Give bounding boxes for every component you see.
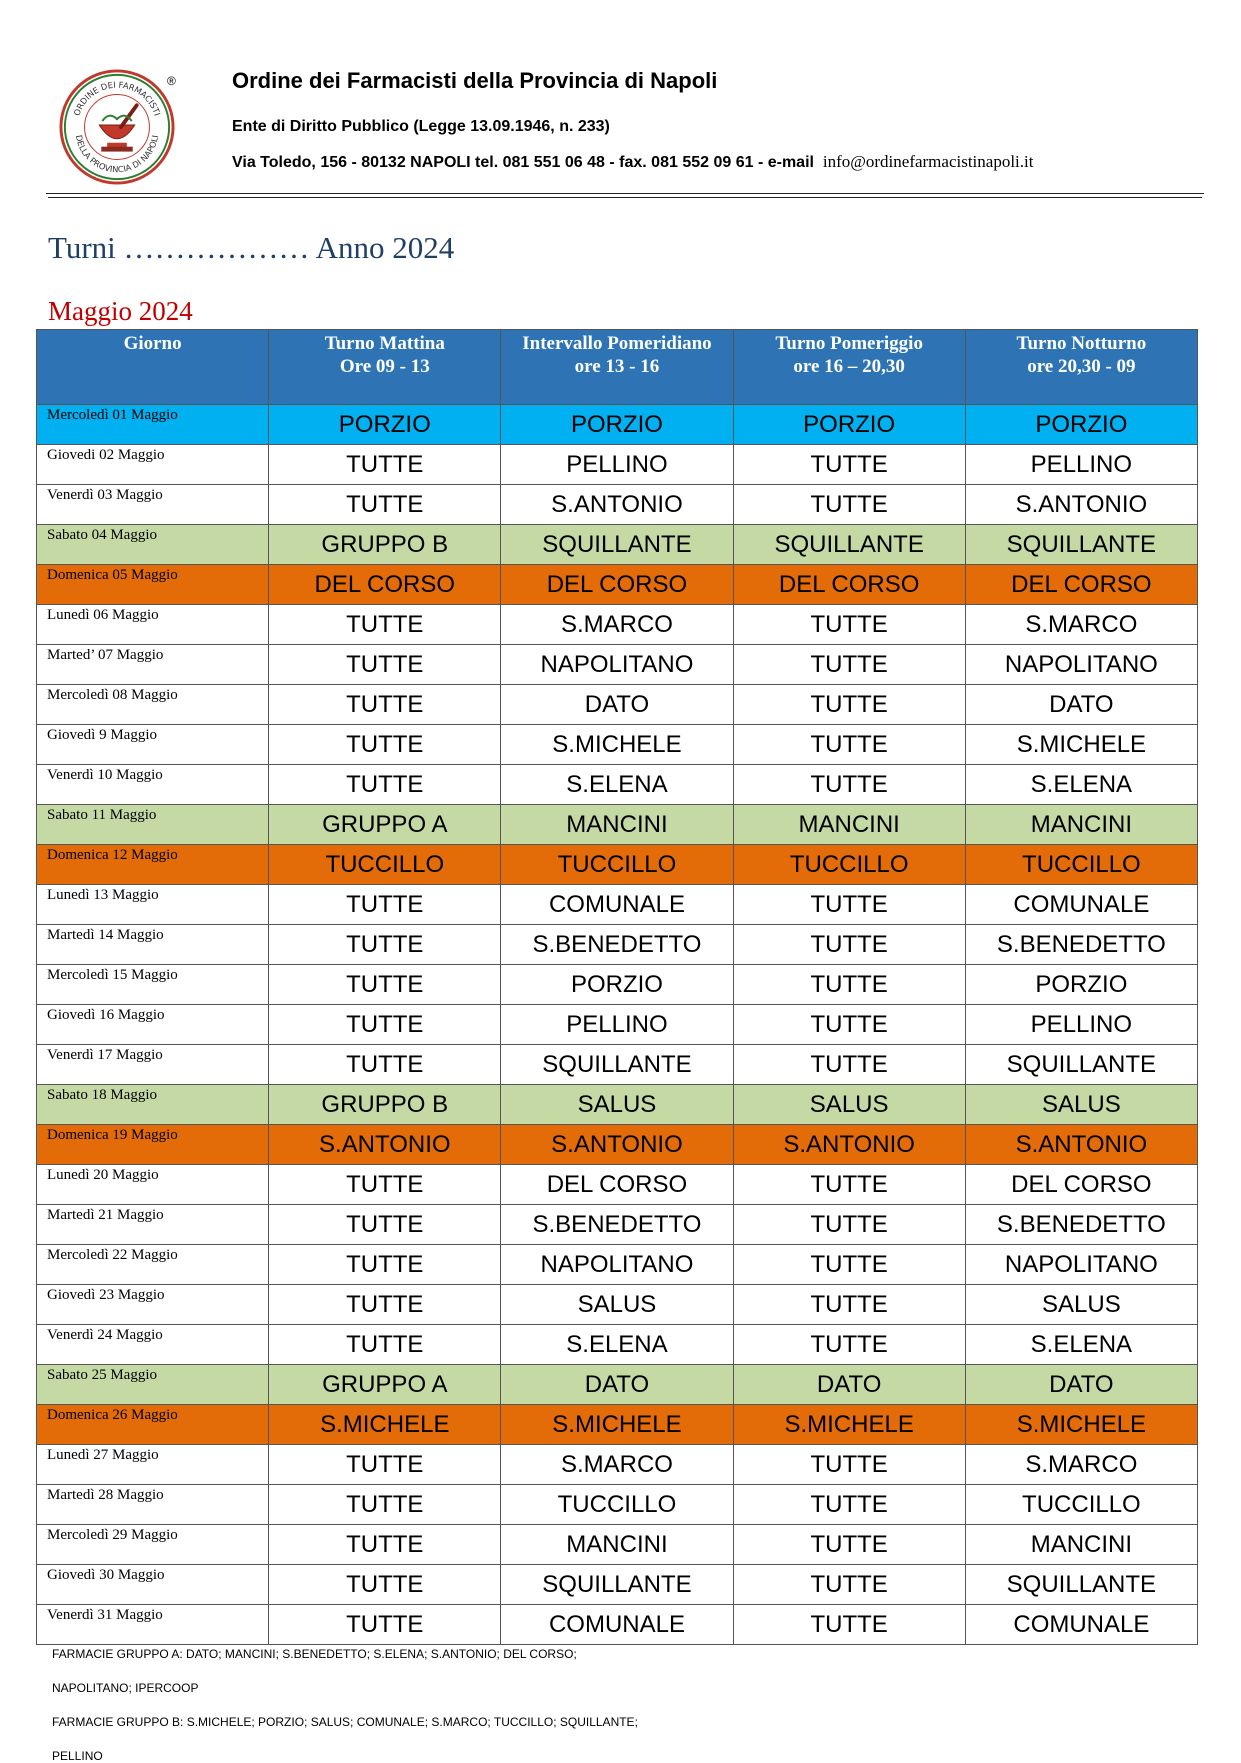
- table-row: [37, 445, 1198, 485]
- day-cell: Martedì 28 Maggio: [37, 1485, 269, 1525]
- shift-cell-mattina: TUTTE: [269, 1525, 501, 1565]
- day-cell: Domenica 26 Maggio: [37, 1405, 269, 1445]
- shift-cell-pomeriggio: TUTTE: [733, 1045, 965, 1085]
- table-row: [37, 1325, 1198, 1365]
- shift-cell-mattina: S.MICHELE: [269, 1405, 501, 1445]
- address-text: Via Toledo, 156 - 80132 NAPOLI tel. 081 551 06 48 - fax. 081 552 09 61 - e-mail: [232, 154, 814, 171]
- day-cell: Giovedì 16 Maggio: [37, 1005, 269, 1045]
- shift-cell-mattina: TUTTE: [269, 1445, 501, 1485]
- table-row: [37, 565, 1198, 605]
- order-seal-logo-icon: [58, 68, 176, 186]
- shift-cell-intervallo: PELLINO: [501, 1005, 733, 1045]
- day-cell: Lunedì 20 Maggio: [37, 1165, 269, 1205]
- shift-cell-intervallo: NAPOLITANO: [501, 1245, 733, 1285]
- shift-cell-intervallo: S.MARCO: [501, 605, 733, 645]
- shift-cell-intervallo: DEL CORSO: [501, 565, 733, 605]
- day-cell: Mercoledì 22 Maggio: [37, 1245, 269, 1285]
- table-row: [37, 1525, 1198, 1565]
- svg-text:ORDINE DEI FARMACISTI: ORDINE DEI FARMACISTI: [71, 79, 163, 118]
- day-cell: Sabato 11 Maggio: [37, 805, 269, 845]
- shift-cell-intervallo: MANCINI: [501, 1525, 733, 1565]
- shift-cell-pomeriggio: TUTTE: [733, 925, 965, 965]
- shift-cell-notturno: PORZIO: [965, 965, 1197, 1005]
- table-row: [37, 1405, 1198, 1445]
- table-row: [37, 1085, 1198, 1125]
- shift-cell-intervallo: COMUNALE: [501, 885, 733, 925]
- shift-cell-mattina: TUTTE: [269, 765, 501, 805]
- shift-cell-pomeriggio: TUTTE: [733, 1245, 965, 1285]
- table-row: [37, 1365, 1198, 1405]
- shift-cell-intervallo: S.ELENA: [501, 1325, 733, 1365]
- shift-cell-pomeriggio: TUTTE: [733, 1325, 965, 1365]
- shift-cell-intervallo: PORZIO: [501, 965, 733, 1005]
- shift-cell-pomeriggio: S.ANTONIO: [733, 1125, 965, 1165]
- day-cell: Sabato 18 Maggio: [37, 1085, 269, 1125]
- shift-cell-pomeriggio: DEL CORSO: [733, 565, 965, 605]
- day-cell: Giovedì 9 Maggio: [37, 725, 269, 765]
- shift-cell-intervallo: MANCINI: [501, 805, 733, 845]
- shift-cell-notturno: DATO: [965, 685, 1197, 725]
- shift-cell-notturno: DEL CORSO: [965, 1165, 1197, 1205]
- table-row: [37, 405, 1198, 445]
- shift-cell-pomeriggio: TUTTE: [733, 1205, 965, 1245]
- shift-cell-mattina: GRUPPO A: [269, 805, 501, 845]
- table-row: [37, 765, 1198, 805]
- shift-cell-mattina: TUTTE: [269, 605, 501, 645]
- header-divider: [46, 193, 1204, 194]
- shift-cell-pomeriggio: TUTTE: [733, 1485, 965, 1525]
- shift-cell-notturno: MANCINI: [965, 1525, 1197, 1565]
- day-cell: Martedì 21 Maggio: [37, 1205, 269, 1245]
- shift-cell-pomeriggio: TUTTE: [733, 605, 965, 645]
- shift-cell-intervallo: PORZIO: [501, 405, 733, 445]
- shift-cell-pomeriggio: TUTTE: [733, 1285, 965, 1325]
- day-cell: Lunedì 06 Maggio: [37, 605, 269, 645]
- table-row: [37, 885, 1198, 925]
- shift-cell-notturno: S.MICHELE: [965, 725, 1197, 765]
- shift-cell-mattina: GRUPPO B: [269, 525, 501, 565]
- shift-cell-intervallo: S.BENEDETTO: [501, 925, 733, 965]
- schedule-body: [37, 405, 1198, 1645]
- shift-cell-mattina: TUTTE: [269, 1205, 501, 1245]
- shift-cell-pomeriggio: TUTTE: [733, 445, 965, 485]
- shift-cell-notturno: SQUILLANTE: [965, 1045, 1197, 1085]
- table-header-row: [37, 330, 1198, 405]
- shift-cell-mattina: TUTTE: [269, 485, 501, 525]
- day-cell: Marted’ 07 Maggio: [37, 645, 269, 685]
- day-cell: Sabato 04 Maggio: [37, 525, 269, 565]
- shift-cell-pomeriggio: TUTTE: [733, 725, 965, 765]
- shift-cell-notturno: S.ANTONIO: [965, 485, 1197, 525]
- shift-cell-pomeriggio: TUTTE: [733, 1565, 965, 1605]
- shift-cell-mattina: TUTTE: [269, 1325, 501, 1365]
- table-row: [37, 685, 1198, 725]
- shift-cell-pomeriggio: PORZIO: [733, 405, 965, 445]
- table-row: [37, 1005, 1198, 1045]
- day-cell: Mercoledì 29 Maggio: [37, 1525, 269, 1565]
- shift-cell-notturno: S.MICHELE: [965, 1405, 1197, 1445]
- footnote-group-b: FARMACIE GRUPPO B: S.MICHELE; PORZIO; SALUS; COMUNALE; S.MARCO; TUCCILLO; SQUILLANTE;: [52, 1715, 638, 1729]
- shift-cell-intervallo: DATO: [501, 1365, 733, 1405]
- shift-cell-mattina: TUTTE: [269, 685, 501, 725]
- shift-cell-intervallo: SALUS: [501, 1085, 733, 1125]
- day-cell: Mercoledì 15 Maggio: [37, 965, 269, 1005]
- day-cell: Giovedì 30 Maggio: [37, 1565, 269, 1605]
- shift-cell-notturno: NAPOLITANO: [965, 645, 1197, 685]
- table-row: [37, 725, 1198, 765]
- shift-cell-pomeriggio: TUTTE: [733, 1165, 965, 1205]
- header-turno-pomeriggio: Turno Pomeriggio ore 16 – 20,30: [733, 330, 965, 405]
- shift-cell-intervallo: S.ANTONIO: [501, 1125, 733, 1165]
- header-giorno: Giorno: [37, 330, 269, 405]
- table-row: [37, 485, 1198, 525]
- shift-cell-intervallo: SQUILLANTE: [501, 1045, 733, 1085]
- shift-cell-mattina: TUTTE: [269, 1165, 501, 1205]
- shift-cell-mattina: TUTTE: [269, 1485, 501, 1525]
- shift-cell-mattina: TUTTE: [269, 725, 501, 765]
- shift-cell-mattina: S.ANTONIO: [269, 1125, 501, 1165]
- table-row: [37, 1045, 1198, 1085]
- shift-cell-notturno: SQUILLANTE: [965, 525, 1197, 565]
- shift-cell-mattina: DEL CORSO: [269, 565, 501, 605]
- day-cell: Mercoledì 08 Maggio: [37, 685, 269, 725]
- shift-cell-pomeriggio: MANCINI: [733, 805, 965, 845]
- shift-cell-notturno: S.MARCO: [965, 605, 1197, 645]
- shift-cell-pomeriggio: TUTTE: [733, 1445, 965, 1485]
- table-row: [37, 1565, 1198, 1605]
- registered-mark: ®: [167, 74, 176, 88]
- shift-cell-mattina: TUTTE: [269, 1285, 501, 1325]
- shift-cell-intervallo: S.ELENA: [501, 765, 733, 805]
- day-cell: Sabato 25 Maggio: [37, 1365, 269, 1405]
- shift-cell-notturno: DATO: [965, 1365, 1197, 1405]
- shift-cell-notturno: NAPOLITANO: [965, 1245, 1197, 1285]
- shift-cell-mattina: TUTTE: [269, 1005, 501, 1045]
- shift-cell-notturno: COMUNALE: [965, 885, 1197, 925]
- shift-cell-mattina: TUTTE: [269, 645, 501, 685]
- email-address[interactable]: info@ordinefarmacistinapoli.it: [822, 152, 1034, 171]
- header-turno-mattina: Turno Mattina Ore 09 - 13: [269, 330, 501, 405]
- header-turno-notturno: Turno Notturno ore 20,30 - 09: [965, 330, 1197, 405]
- shift-cell-notturno: SALUS: [965, 1085, 1197, 1125]
- organization-address: [232, 152, 1033, 172]
- day-cell: Giovedi 02 Maggio: [37, 445, 269, 485]
- day-cell: Domenica 05 Maggio: [37, 565, 269, 605]
- table-row: [37, 1165, 1198, 1205]
- header-intervallo-pomeridiano: Intervallo Pomeridiano ore 13 - 16: [501, 330, 733, 405]
- table-row: [37, 605, 1198, 645]
- shift-cell-pomeriggio: S.MICHELE: [733, 1405, 965, 1445]
- shift-cell-notturno: COMUNALE: [965, 1605, 1197, 1645]
- shift-cell-notturno: PORZIO: [965, 405, 1197, 445]
- shift-cell-intervallo: S.ANTONIO: [501, 485, 733, 525]
- shift-cell-mattina: TUTTE: [269, 445, 501, 485]
- shift-cell-intervallo: SQUILLANTE: [501, 525, 733, 565]
- shift-cell-notturno: S.MARCO: [965, 1445, 1197, 1485]
- shift-cell-intervallo: NAPOLITANO: [501, 645, 733, 685]
- month-title: Maggio 2024: [48, 296, 193, 326]
- shift-cell-mattina: GRUPPO B: [269, 1085, 501, 1125]
- page-title: Turni ……………… Anno 2024: [48, 230, 455, 265]
- table-row: [37, 1445, 1198, 1485]
- shift-cell-notturno: S.ANTONIO: [965, 1125, 1197, 1165]
- shift-cell-pomeriggio: SQUILLANTE: [733, 525, 965, 565]
- shift-cell-mattina: TUTTE: [269, 885, 501, 925]
- shift-cell-intervallo: SALUS: [501, 1285, 733, 1325]
- shift-cell-mattina: TUTTE: [269, 925, 501, 965]
- organization-title: Ordine dei Farmacisti della Provincia di Napoli: [232, 68, 718, 93]
- shift-cell-pomeriggio: TUTTE: [733, 685, 965, 725]
- shift-cell-mattina: TUTTE: [269, 1605, 501, 1645]
- footnote-group-a-cont: NAPOLITANO; IPERCOOP: [52, 1681, 199, 1695]
- table-row: [37, 1605, 1198, 1645]
- header-divider-secondary: [48, 197, 1202, 198]
- day-cell: Domenica 19 Maggio: [37, 1125, 269, 1165]
- schedule-table: [36, 329, 1198, 1645]
- day-cell: Venerdì 03 Maggio: [37, 485, 269, 525]
- table-row: [37, 525, 1198, 565]
- shift-cell-intervallo: S.MARCO: [501, 1445, 733, 1485]
- shift-cell-pomeriggio: TUTTE: [733, 1605, 965, 1645]
- day-cell: Venerdì 31 Maggio: [37, 1605, 269, 1645]
- shift-cell-notturno: PELLINO: [965, 445, 1197, 485]
- day-cell: Martedì 14 Maggio: [37, 925, 269, 965]
- footnote-group-a: FARMACIE GRUPPO A: DATO; MANCINI; S.BENEDETTO; S.ELENA; S.ANTONIO; DEL CORSO;: [52, 1647, 577, 1661]
- table-row: [37, 1285, 1198, 1325]
- shift-cell-mattina: GRUPPO A: [269, 1365, 501, 1405]
- shift-cell-pomeriggio: TUTTE: [733, 965, 965, 1005]
- shift-cell-intervallo: S.MICHELE: [501, 725, 733, 765]
- shift-cell-pomeriggio: TUTTE: [733, 485, 965, 525]
- shift-cell-pomeriggio: TUTTE: [733, 1525, 965, 1565]
- table-row: [37, 1485, 1198, 1525]
- shift-cell-intervallo: DATO: [501, 685, 733, 725]
- shift-cell-notturno: S.ELENA: [965, 765, 1197, 805]
- shift-cell-intervallo: PELLINO: [501, 445, 733, 485]
- shift-cell-notturno: S.BENEDETTO: [965, 1205, 1197, 1245]
- day-cell: Venerdì 24 Maggio: [37, 1325, 269, 1365]
- day-cell: Domenica 12 Maggio: [37, 845, 269, 885]
- table-row: [37, 845, 1198, 885]
- shift-cell-notturno: DEL CORSO: [965, 565, 1197, 605]
- shift-cell-notturno: MANCINI: [965, 805, 1197, 845]
- table-row: [37, 1125, 1198, 1165]
- shift-cell-intervallo: DEL CORSO: [501, 1165, 733, 1205]
- svg-text:DELLA PROVINCIA DI NAPOLI: DELLA PROVINCIA DI NAPOLI: [73, 134, 161, 175]
- day-cell: Lunedì 27 Maggio: [37, 1445, 269, 1485]
- shift-cell-notturno: SQUILLANTE: [965, 1565, 1197, 1605]
- day-cell: Lunedì 13 Maggio: [37, 885, 269, 925]
- day-cell: Giovedì 23 Maggio: [37, 1285, 269, 1325]
- footnote-group-b-cont: PELLINO: [52, 1749, 103, 1763]
- shift-cell-mattina: TUCCILLO: [269, 845, 501, 885]
- shift-cell-notturno: PELLINO: [965, 1005, 1197, 1045]
- table-row: [37, 1245, 1198, 1285]
- shift-cell-notturno: TUCCILLO: [965, 1485, 1197, 1525]
- day-cell: Venerdì 10 Maggio: [37, 765, 269, 805]
- table-row: [37, 965, 1198, 1005]
- shift-cell-intervallo: TUCCILLO: [501, 845, 733, 885]
- day-cell: Venerdì 17 Maggio: [37, 1045, 269, 1085]
- table-row: [37, 645, 1198, 685]
- shift-cell-notturno: SALUS: [965, 1285, 1197, 1325]
- shift-cell-intervallo: COMUNALE: [501, 1605, 733, 1645]
- shift-cell-intervallo: S.MICHELE: [501, 1405, 733, 1445]
- table-row: [37, 925, 1198, 965]
- shift-cell-pomeriggio: TUCCILLO: [733, 845, 965, 885]
- table-row: [37, 1205, 1198, 1245]
- shift-cell-mattina: PORZIO: [269, 405, 501, 445]
- shift-cell-intervallo: S.BENEDETTO: [501, 1205, 733, 1245]
- shift-cell-pomeriggio: TUTTE: [733, 1005, 965, 1045]
- shift-cell-notturno: S.ELENA: [965, 1325, 1197, 1365]
- shift-cell-notturno: S.BENEDETTO: [965, 925, 1197, 965]
- shift-cell-pomeriggio: TUTTE: [733, 765, 965, 805]
- organization-subtitle: Ente di Diritto Pubblico (Legge 13.09.1946, n. 233): [232, 118, 610, 135]
- shift-cell-mattina: TUTTE: [269, 1565, 501, 1605]
- shift-cell-intervallo: TUCCILLO: [501, 1485, 733, 1525]
- day-cell: Mercoledì 01 Maggio: [37, 405, 269, 445]
- shift-cell-mattina: TUTTE: [269, 1045, 501, 1085]
- shift-cell-intervallo: SQUILLANTE: [501, 1565, 733, 1605]
- shift-cell-pomeriggio: SALUS: [733, 1085, 965, 1125]
- shift-cell-mattina: TUTTE: [269, 1245, 501, 1285]
- shift-cell-notturno: TUCCILLO: [965, 845, 1197, 885]
- shift-cell-pomeriggio: TUTTE: [733, 645, 965, 685]
- shift-cell-pomeriggio: TUTTE: [733, 885, 965, 925]
- shift-cell-mattina: TUTTE: [269, 965, 501, 1005]
- table-row: [37, 805, 1198, 845]
- shift-cell-pomeriggio: DATO: [733, 1365, 965, 1405]
